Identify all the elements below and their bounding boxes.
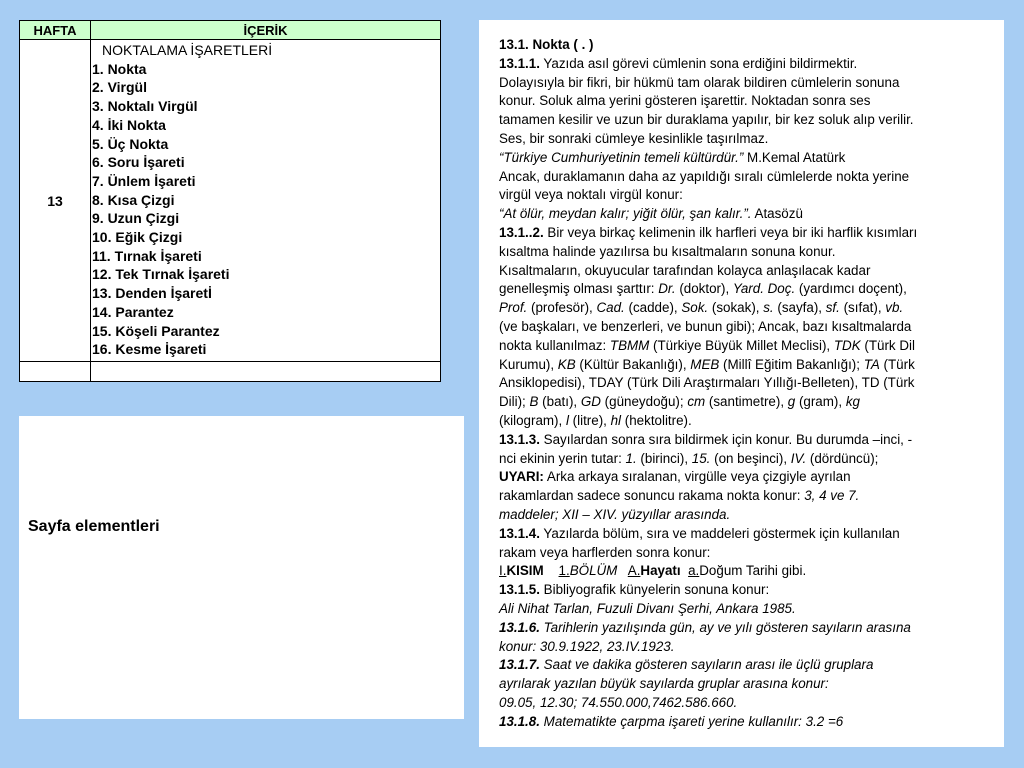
example: KISIM — [506, 563, 544, 579]
text-span: (Türk — [879, 356, 915, 372]
example: Ali Nihat Tarlan, Fuzuli Divanı Şerhi, Ankara 1985. — [499, 600, 796, 616]
abbreviation: kg — [845, 394, 860, 410]
text-span: (sayfa), — [773, 300, 826, 316]
text-span: (kilogram), — [499, 412, 566, 428]
text-span: Dili); — [499, 394, 530, 410]
abbreviation: Dr. — [658, 281, 676, 297]
empty-cell — [20, 362, 91, 382]
table-empty-row — [20, 362, 441, 382]
text-span: Saat ve dakika gösteren sayıların arası ile üçlü gruplara — [539, 657, 874, 673]
example: maddeler; XII – XIV. yüzyıllar arasında. — [499, 506, 731, 522]
content-list-item: 1. Nokta — [92, 60, 147, 77]
page-elements-label: Sayfa elementleri — [28, 518, 160, 535]
text-span: Tarihlerin yazılışında gün, ay ve yılı gösteren sayıların arasına — [539, 619, 911, 635]
page-elements-box — [19, 416, 464, 719]
header-content: İÇERİK — [91, 21, 441, 40]
text-span: (Türk Dil — [860, 337, 915, 353]
text-line — [499, 431, 996, 450]
text-span: Yazılarda bölüm, sıra ve maddeleri göstermek için kullanılan — [539, 525, 900, 541]
text-line — [499, 36, 996, 55]
example: Hayatı — [640, 563, 681, 579]
abbreviation: Yard. Doç. — [732, 281, 796, 297]
content-list-item: 2. Virgül — [92, 79, 147, 96]
text-span: Kurumu), — [499, 356, 558, 372]
text-body — [499, 36, 996, 731]
abbreviation: Prof. — [499, 300, 528, 316]
text-line: Ses, bir sonraki cümleye kesinlikle taşırılmaz. — [499, 130, 769, 146]
text-line — [499, 450, 996, 469]
text-span: Bibliyografik künyelerin sonuna konur: — [539, 582, 770, 598]
text-line: tamamen kesilir ve uzun bir duraklama yapılır, bir kez soluk alıp verilir. — [499, 112, 914, 128]
abbreviation: B — [529, 394, 539, 410]
text-span: (batı), — [538, 394, 581, 410]
week-number: 13 — [20, 40, 91, 362]
content-cell — [91, 40, 441, 362]
text-span: ayrılarak yazılan büyük sayılarda gruplar arasına konur: — [499, 676, 829, 692]
text-line — [499, 581, 996, 600]
example: A. — [627, 563, 641, 579]
text-line — [499, 280, 996, 299]
text-line — [499, 525, 996, 544]
text-span: nokta kullanılmaz: — [499, 337, 610, 353]
text-line — [499, 468, 996, 487]
text-panel — [479, 20, 1004, 747]
example: Doğum Tarihi gibi. — [699, 563, 807, 579]
text-line — [499, 638, 996, 657]
text-span: Arka arkaya sıralanan, virgülle veya çizgiyle ayrılan — [543, 469, 851, 485]
abbreviation: TBMM — [609, 337, 650, 353]
text-span: (Millî Eğitim Bakanlığı); — [719, 356, 864, 372]
text-line: Ansiklopedisi), TDAY (Türk Dili Araştırmaları Yıllığı-Belleten), TD (Türk — [499, 375, 915, 391]
text-line: virgül veya noktalı virgül konur: — [499, 187, 683, 203]
text-span: (gram), — [795, 394, 846, 410]
abbreviation: KB — [557, 356, 576, 372]
text-line — [499, 656, 996, 675]
text-line: kısaltma halinde yazılırsa bu kısaltmaların sonuna konur. — [499, 243, 836, 259]
quote: “At ölür, meydan kalır; yiğit ölür, şan kalır.”. — [499, 206, 752, 222]
example: 1. — [625, 450, 637, 466]
quote-author: M.Kemal Atatürk — [743, 149, 846, 165]
text-span: Matematikte çarpma işareti yerine kullanılır: 3.2 =6 — [539, 713, 844, 729]
text-line — [499, 675, 996, 694]
content-list-item: 5. Üç Nokta — [92, 135, 169, 152]
rule-number: 13.1.4. — [499, 525, 540, 541]
text-line — [499, 393, 996, 412]
text-span: Sayılardan sonra sıra bildirmek için konur. Bu durumda –inci, - — [539, 431, 913, 447]
example: BÖLÜM — [569, 563, 618, 579]
schedule-table — [19, 20, 441, 382]
text-line — [499, 299, 996, 318]
content-list-item: 6. Soru İşareti — [92, 154, 185, 171]
text-line: Ancak, duraklamanın daha az yapıldığı sıralı cümlelerde nokta yerine — [499, 168, 910, 184]
table-row — [20, 40, 441, 362]
table-header-row — [20, 21, 441, 40]
text-span: (sokak), — [708, 300, 764, 316]
text-span: (güneydoğu); — [600, 394, 688, 410]
text-line — [499, 337, 996, 356]
quote-author: Atasözü — [751, 206, 803, 222]
text-line — [499, 356, 996, 375]
text-span: (yardımcı doçent), — [795, 281, 907, 297]
abbreviation: s. — [763, 300, 774, 316]
example: 09.05, 12.30; 74.550.000,7462.586.660. — [499, 694, 738, 710]
abbreviation: cm — [687, 394, 706, 410]
abbreviation: sf. — [825, 300, 840, 316]
text-line — [499, 205, 996, 224]
rule-number: 13.1..2. — [499, 224, 544, 240]
abbreviation: Cad. — [596, 300, 625, 316]
text-span: (sıfat), — [839, 300, 886, 316]
spacer — [681, 563, 688, 578]
text-line — [499, 600, 996, 619]
example: I. — [499, 563, 507, 579]
example: 1. — [558, 563, 570, 579]
text-line: rakam veya harflerden sonra konur: — [499, 544, 711, 560]
abbreviation: g — [787, 394, 796, 410]
content-list — [92, 60, 440, 359]
content-list-item: 10. Eğik Çizgi — [92, 229, 183, 246]
content-list-item: 4. İki Nokta — [92, 116, 166, 133]
content-list-item: 7. Ünlem İşareti — [92, 172, 196, 189]
abbreviation: TA — [863, 356, 880, 372]
rule-number: 13.1.6. — [499, 619, 540, 635]
text-span: (doktor), — [675, 281, 733, 297]
abbreviation: GD — [580, 394, 601, 410]
example: konur: 30.9.1922, 23.IV.1923. — [499, 638, 675, 654]
text-line: Kısaltmaların, okuyucular tarafından kolayca anlaşılacak kadar — [499, 262, 871, 278]
example: a. — [688, 563, 700, 579]
text-span: (Kültür Bakanlığı), — [575, 356, 691, 372]
text-span: (cadde), — [624, 300, 682, 316]
example: IV. — [790, 450, 807, 466]
text-line — [499, 562, 996, 581]
content-list-item: 11. Tırnak İşareti — [92, 247, 202, 264]
empty-cell — [91, 362, 441, 382]
text-span: rakamlardan sadece sonuncu rakama nokta konur: — [499, 488, 805, 504]
rule-number: 13.1.7. — [499, 657, 540, 673]
text-line — [499, 224, 996, 243]
content-list-item: 3. Noktalı Virgül — [92, 98, 198, 115]
content-list-item: 14. Parantez — [92, 303, 174, 320]
text-line — [499, 619, 996, 638]
content-list-item: 8. Kısa Çizgi — [92, 191, 175, 208]
abbreviation: Sok. — [681, 300, 709, 316]
content-list-item: 16. Kesme İşareti — [92, 341, 207, 358]
rule-number: 13.1.1. — [499, 55, 540, 71]
abbreviation: TDK — [833, 337, 861, 353]
content-heading: NOKTALAMA İŞARETLERİ — [102, 42, 273, 58]
text-line — [499, 55, 996, 74]
content-list-item: 13. Denden İşaretİ — [92, 285, 212, 302]
text-line — [499, 149, 996, 168]
text-span: Yazıda asıl görevi cümlenin sona erdiğini bildirmektir. — [539, 55, 858, 71]
rule-number: 13.1.8. — [499, 713, 540, 729]
text-span: (dördüncü); — [806, 450, 879, 466]
section-heading: 13.1. Nokta ( . ) — [499, 37, 594, 52]
abbreviation: MEB — [690, 356, 720, 372]
text-line — [499, 713, 996, 732]
text-line — [499, 487, 996, 506]
example: 3, 4 ve 7. — [804, 488, 860, 504]
content-list-item: 12. Tek Tırnak İşareti — [92, 266, 230, 283]
spacer — [544, 563, 559, 578]
example: 15. — [691, 450, 711, 466]
rule-number: 13.1.3. — [499, 431, 540, 447]
warning-label: UYARI: — [499, 469, 544, 485]
text-span: (santimetre), — [705, 394, 788, 410]
header-week: HAFTA — [20, 21, 91, 40]
abbreviation: l — [565, 412, 569, 428]
text-span: Bir veya birkaç kelimenin ilk harfleri veya bir iki harflik kısımları — [543, 224, 918, 240]
text-span: genelleşmiş olması şarttır: — [499, 281, 659, 297]
text-span: (on beşinci), — [710, 450, 791, 466]
text-line: Dolayısıyla bir fikri, bir hükmü tam olarak bildiren cümlelerin sonuna — [499, 74, 900, 90]
text-span: (hektolitre). — [621, 412, 692, 428]
quote: “Türkiye Cumhuriyetinin temeli kültürdür.” — [499, 149, 744, 165]
schedule-table-container — [19, 20, 440, 382]
rule-number: 13.1.5. — [499, 582, 540, 598]
text-line — [499, 412, 996, 431]
text-span: (profesör), — [527, 300, 597, 316]
abbreviation: vb. — [885, 300, 904, 316]
text-span: (Türkiye Büyük Millet Meclisi), — [649, 337, 834, 353]
content-list-item: 9. Uzun Çizgi — [92, 210, 180, 227]
text-line — [499, 694, 996, 713]
text-line — [499, 506, 996, 525]
text-span: (litre), — [568, 412, 611, 428]
abbreviation: hl — [610, 412, 622, 428]
content-list-item: 15. Köşeli Parantez — [92, 322, 220, 339]
text-span: nci ekinin yerin tutar: — [499, 450, 626, 466]
spacer — [617, 563, 627, 578]
text-span: (birinci), — [636, 450, 692, 466]
text-line: (ve başkaları, ve benzerleri, ve bunun gibi); Ancak, bazı kısaltmalarda — [499, 318, 912, 334]
text-line: konur. Soluk alma yerini gösteren işarettir. Noktadan sonra ses — [499, 93, 871, 109]
